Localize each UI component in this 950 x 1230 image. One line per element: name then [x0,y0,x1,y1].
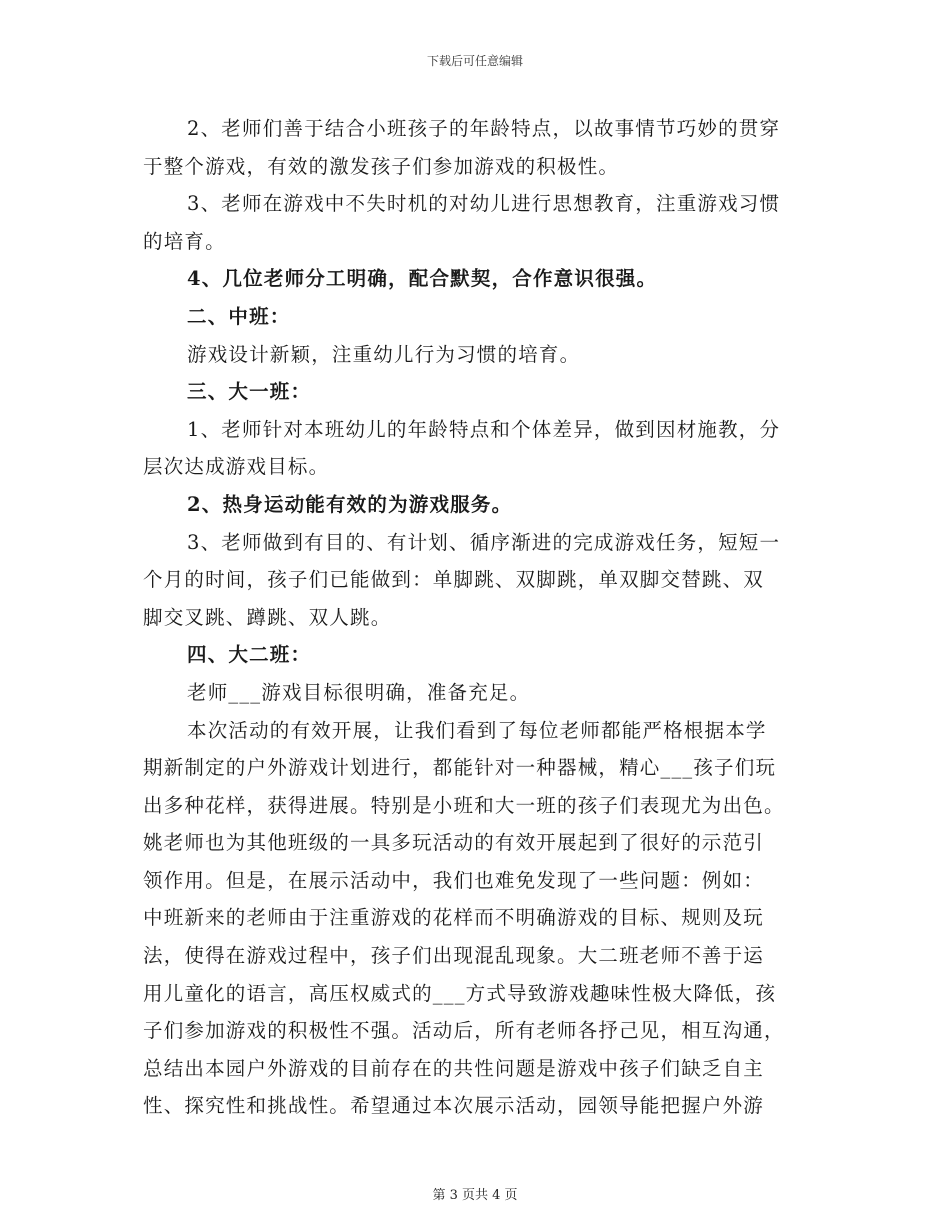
text-line: 1、老师针对本班幼儿的年龄特点和个体差异，做到因材施教，分 [187,417,781,441]
text-line: 个月的时间，孩子们已能做到：单脚跳、双脚跳，单双脚交替跳、双 [143,568,765,592]
text-line: 老师___游戏目标很明确，准备充足。 [187,680,531,704]
section-heading-line: 三、大一班： [187,380,312,404]
text-line: 总结出本园户外游戏的目前存在的共性问题是游戏中孩子们缺乏自主 [143,1056,765,1080]
text-line: 子们参加游戏的积极性不强。活动后，所有老师各抒己见，相互沟通， [143,1019,785,1043]
text-line: 2、老师们善于结合小班孩子的年龄特点，以故事情节巧妙的贯穿 [187,117,781,140]
text-line: 层次达成游戏目标。 [143,455,330,479]
text-line: 中班新来的老师由于注重游戏的花样而不明确游戏的目标、规则及玩 [143,906,765,930]
text-line: 3、老师做到有目的、有计划、循序渐进的完成游戏任务，短短一 [187,530,781,554]
section-heading-line: 二、中班： [187,304,291,328]
text-line: 姚老师也为其他班级的一具多玩活动的有效开展起到了很好的示范引 [143,831,765,855]
section-heading-line: 4、几位老师分工明确，配合默契，合作意识很强。 [187,267,658,291]
page-footer: 第 3 页共 4 页 [432,1188,518,1203]
section-heading-line: 四、大二班： [187,643,312,667]
text-line: 于整个游戏，有效的激发孩子们参加游戏的积极性。 [143,154,620,178]
page-header: 下载后可任意编辑 [426,54,523,68]
text-line: 3、老师在游戏中不失时机的对幼儿进行思想教育，注重游戏习惯 [187,192,781,216]
text-line: 本次活动的有效开展，让我们看到了每位老师都能严格根据本学 [187,718,767,742]
text-line: 出多种花样，获得进展。特别是小班和大一班的孩子们表现尤为出色。 [143,793,785,817]
text-line: 游戏设计新颖，注重幼儿行为习惯的培育。 [187,342,581,366]
text-line: 用儿童化的语言，高压权威式的___方式导致游戏趣味性极大降低，孩 [143,981,777,1005]
section-heading-line: 2、热身运动能有效的为游戏服务。 [187,492,513,516]
text-line: 领作用。但是，在展示活动中，我们也难免发现了一些问题：例如： [143,868,765,892]
text-line: 性、探究性和挑战性。希望通过本次展示活动，园领导能把握户外游 [143,1094,765,1118]
document-body [143,110,808,1125]
text-line: 脚交叉跳、蹲跳、双人跳。 [143,605,392,629]
text-line: 法，使得在游戏过程中，孩子们出现混乱现象。大二班老师不善于运 [143,944,765,968]
text-line: 期新制定的户外游戏计划进行，都能针对一种器械，精心___孩子们玩 [143,756,777,780]
text-line: 的培育。 [143,229,226,253]
